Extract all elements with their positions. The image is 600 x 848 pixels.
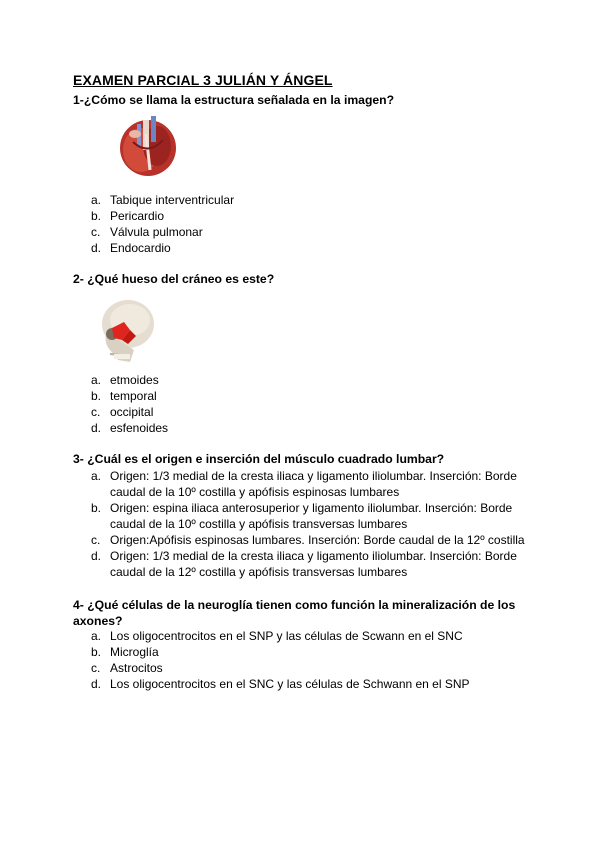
question-1-text: 1-¿Cómo se llama la estructura señalada en la imagen? — [73, 93, 395, 107]
option-2b[interactable]: b. temporal — [91, 389, 157, 403]
skull-highlighted-bone-image — [96, 298, 156, 366]
option-4c[interactable]: c. Astrocitos — [91, 661, 163, 675]
question-2-options — [91, 372, 168, 436]
option-4d[interactable]: d. Los oligocentrocitos en el SNC y las células de Schwann en el SNP — [91, 677, 470, 691]
option-4a[interactable]: a. Los oligocentrocitos en el SNP y las células de Scwann en el SNC — [91, 629, 463, 643]
option-2a[interactable]: a. etmoides — [91, 373, 159, 387]
option-1c[interactable]: c. Válvula pulmonar — [91, 225, 203, 239]
option-3d[interactable]: d. Origen: 1/3 medial de la cresta iliaca y ligamento iliolumbar. Inserción: Borde caudal de la 12º costilla y apófisis transversas lumbares — [91, 549, 517, 579]
option-3a[interactable]: a. Origen: 1/3 medial de la cresta iliaca y ligamento iliolumbar. Inserción: Borde caudal de la 10º costilla y apófisis espinosas lumbares — [91, 469, 517, 499]
option-2d[interactable]: d. esfenoides — [91, 421, 169, 435]
question-1-options — [91, 192, 234, 256]
option-1b[interactable]: b. Pericardio — [91, 209, 165, 223]
question-2-text: 2- ¿Qué hueso del cráneo es este? — [73, 272, 275, 286]
option-2c[interactable]: c. occipital — [91, 405, 154, 419]
question-4-text: 4- ¿Qué células de la neuroglía tienen como función la mineralización de los axones? — [73, 598, 516, 628]
exam-title: EXAMEN PARCIAL 3 JULIÁN Y ÁNGEL — [73, 72, 333, 88]
heart-cross-section-image — [113, 112, 183, 180]
option-3c[interactable]: c. Origen:Apófisis espinosas lumbares. Inserción: Borde caudal de la 12º costilla — [91, 533, 525, 547]
option-1d[interactable]: d. Endocardio — [91, 241, 171, 255]
question-3-options — [91, 468, 531, 580]
option-4b[interactable]: b. Microglía — [91, 645, 159, 659]
option-3b[interactable]: b. Origen: espina iliaca anterosuperior y ligamento iliolumbar. Inserción: Borde caudal de la 10º costilla y apófisis transversas lumbares — [91, 501, 513, 531]
question-4-options — [91, 628, 470, 692]
question-3-text: 3- ¿Cuál es el origen e inserción del músculo cuadrado lumbar? — [73, 452, 445, 466]
option-1a[interactable]: a. Tabique interventricular — [91, 193, 235, 207]
